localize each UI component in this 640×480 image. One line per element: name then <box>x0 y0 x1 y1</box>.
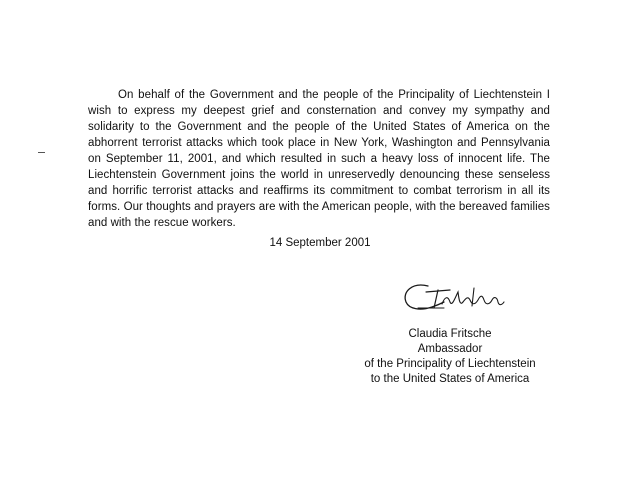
signer-title: Ambassador <box>417 343 483 355</box>
signature-block <box>340 327 560 387</box>
letter-body: On behalf of the Government and the people of the Principality of Liechtenstein I wish to express my deepest grief and consternation and convey my sympathy and solidarity to the Government and the people of the United States of America on the abhorrent terrorist attacks which took place in New York, Washington and Pennsylvania on September 11, 2001, and which resulted in such a heavy loss of innocent life. The Liechtenstein Government joins the world in unreservedly denouncing these senseless and horrific terrorist attacks and reaffirms its commitment to combat terrorism in all its forms. Our thoughts and prayers are with the American people, with the bereaved families and with the rescue workers. <box>88 89 550 229</box>
margin-mark <box>38 152 45 153</box>
signer-affiliation: of the Principality of Liechtenstein <box>364 358 536 370</box>
handwritten-signature <box>398 278 528 318</box>
signer-posting: to the United States of America <box>370 373 530 385</box>
signer-name: Claudia Fritsche <box>408 328 492 340</box>
letter-date: 14 September 2001 <box>269 237 371 249</box>
